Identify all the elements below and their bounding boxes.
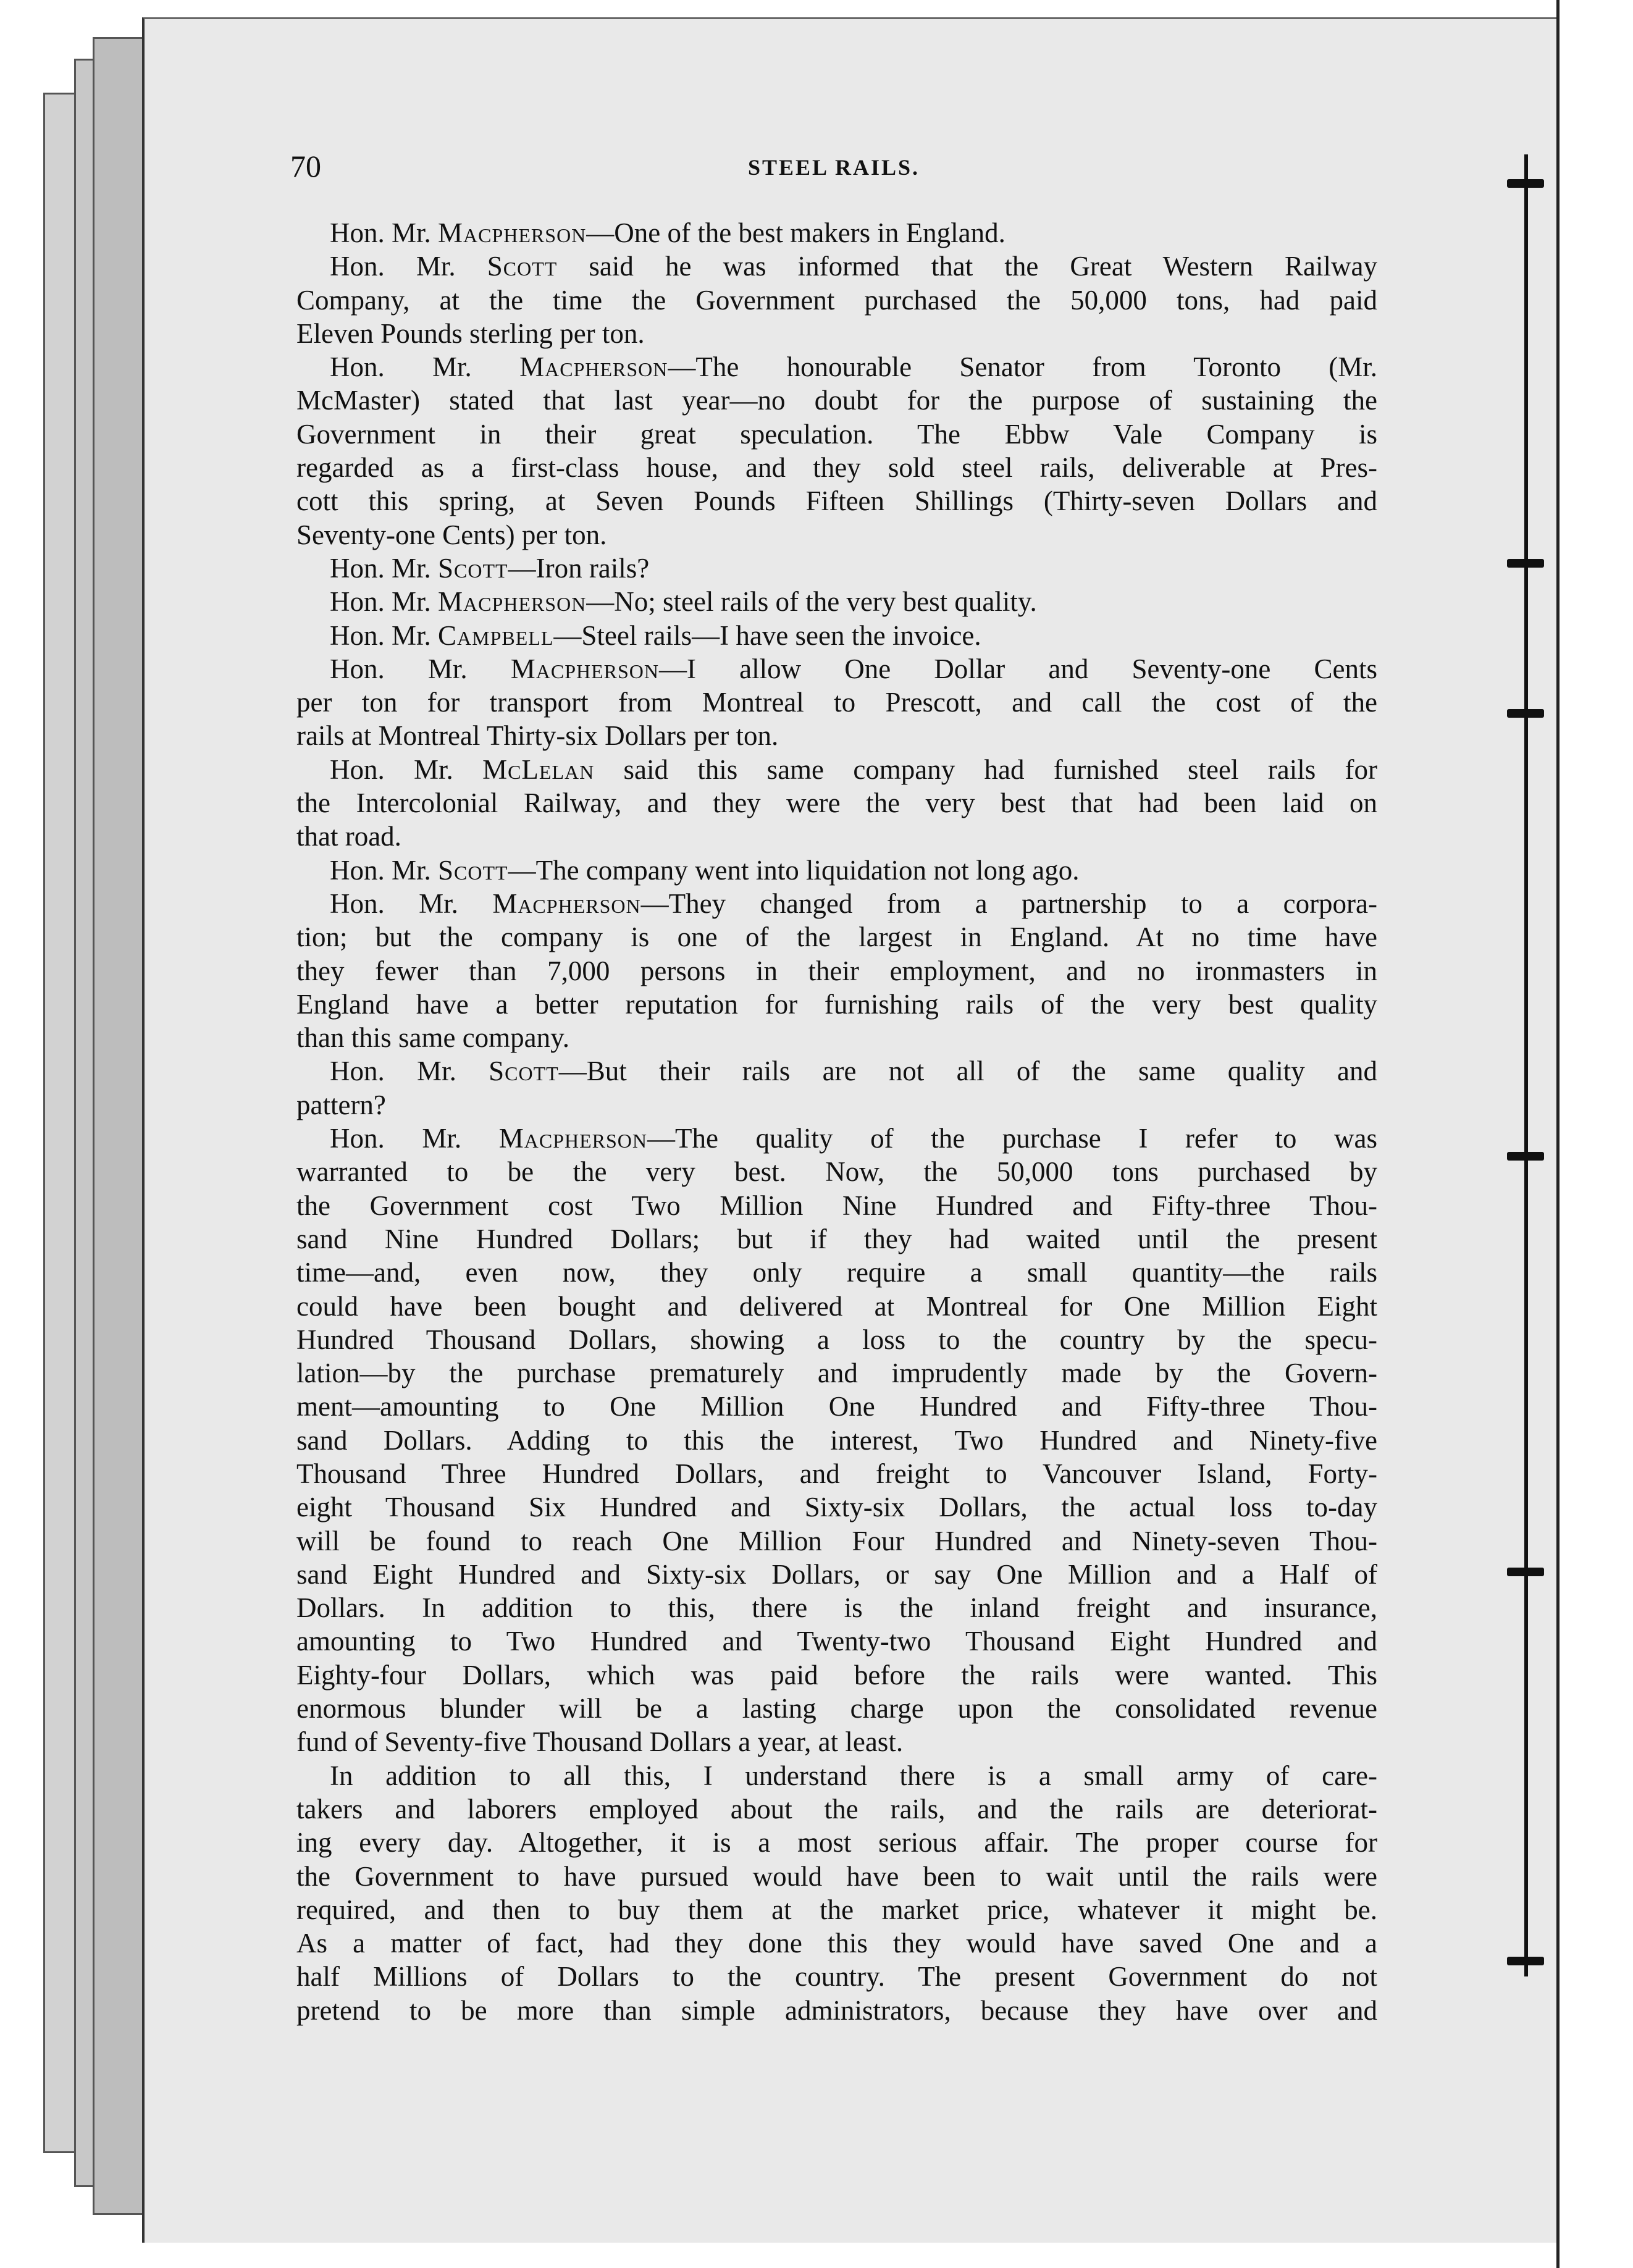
- body-text: [296, 216, 1377, 2027]
- text-line: [296, 552, 1377, 585]
- speech-text: —The honourable Senator from Toronto (Mr.: [668, 351, 1378, 383]
- page-number: 70: [290, 149, 321, 183]
- text-line: the Intercolonial Railway, and they were the very best that had been laid on: [296, 788, 1377, 819]
- text-line: Seventy-one Cents) per ton.: [296, 519, 607, 550]
- text-line: regarded as a first-class house, and they sold steel rails, deliverable at Pres-: [296, 452, 1377, 484]
- text-line: In addition to all this, I understand there is a small army of care-: [330, 1760, 1377, 1791]
- text-line: Eighty-four Dollars, which was paid before the rails were wanted. This: [296, 1659, 1377, 1690]
- page-edge-shadow: [93, 37, 146, 2215]
- binding-stitch: [1507, 709, 1544, 718]
- speaker-name: Campbell: [438, 620, 554, 651]
- speaker-name: Macpherson: [438, 586, 587, 618]
- text-line: [296, 854, 1377, 887]
- text-line: [296, 753, 1377, 786]
- text-line: half Millions of Dollars to the country. The present Government do not: [296, 1961, 1377, 1993]
- text-line: Company, at the time the Government purchased the 50,000 tons, had paid: [296, 284, 1377, 316]
- text-line: [296, 250, 1377, 283]
- text-line: [296, 216, 1377, 250]
- text-line: that road.: [296, 821, 401, 852]
- speaker-title: Hon. Mr.: [330, 888, 493, 919]
- text-line: eight Thousand Six Hundred and Sixty-six Dollars, the actual loss to-day: [296, 1492, 1377, 1523]
- text-line: required, and then to buy them at the market price, whatever it might be.: [296, 1894, 1377, 1925]
- speaker-name: Macpherson: [492, 888, 641, 919]
- speaker-name: Macpherson: [510, 653, 660, 684]
- speech-text: said he was informed that the Great Western Railway: [557, 251, 1378, 282]
- text-line: [296, 1054, 1377, 1088]
- text-line: Government in their great speculation. The Ebbw Vale Company is: [296, 418, 1377, 450]
- text-line: ment—amounting to One Million One Hundred and Fifty-three Thou-: [296, 1391, 1377, 1422]
- speaker-title: Hon. Mr.: [330, 552, 439, 584]
- speech-text: —One of the best makers in England.: [586, 217, 1005, 248]
- text-line: Dollars. In addition to this, there is the inland freight and insurance,: [296, 1592, 1377, 1624]
- speaker-title: Hon. Mr.: [330, 620, 439, 651]
- text-line: ing every day. Altogether, it is a most serious affair. The proper course for: [296, 1827, 1377, 1858]
- speaker-name: Scott: [489, 1056, 559, 1087]
- text-line: [296, 1122, 1377, 1155]
- text-line: could have been bought and delivered at Montreal for One Million Eight: [296, 1290, 1377, 1322]
- speech-text: —The quality of the purchase I refer to was: [647, 1123, 1377, 1154]
- text-line: than this same company.: [296, 1022, 569, 1054]
- binding-gutter: [1556, 0, 1633, 2268]
- text-line: takers and laborers employed about the rails, and the rails are deteriorat-: [296, 1793, 1377, 1825]
- speech-text: said this same company had furnished steel rails for: [594, 754, 1377, 785]
- text-line: Eleven Pounds sterling per ton.: [296, 317, 645, 349]
- speaker-name: Scott: [487, 251, 558, 282]
- speaker-title: Hon. Mr.: [330, 1123, 499, 1154]
- text-line: enormous blunder will be a lasting charge upon the consolidated revenue: [296, 1693, 1377, 1724]
- text-line: As a matter of fact, had they done this they would have saved One and a: [296, 1928, 1377, 1959]
- text-line: amounting to Two Hundred and Twenty-two Thousand Eight Hundred and: [296, 1626, 1377, 1657]
- speaker-name: McLelan: [482, 754, 595, 785]
- text-line: lation—by the purchase prematurely and imprudently made by the Govern-: [296, 1358, 1377, 1389]
- speech-text: —I allow One Dollar and Seventy-one Cents: [659, 653, 1378, 684]
- text-line: sand Dollars. Adding to this the interest, Two Hundred and Ninety-five: [296, 1424, 1377, 1456]
- speech-text: —Iron rails?: [508, 552, 650, 584]
- text-line: will be found to reach One Million Four Hundred and Ninety-seven Thou-: [296, 1525, 1377, 1556]
- text-line: pretend to be more than simple administrators, because they have over and: [296, 1994, 1377, 2026]
- speaker-title: Hon. Mr.: [330, 351, 520, 383]
- speech-text: —They changed from a partnership to a corpora-: [640, 888, 1378, 919]
- text-line: sand Eight Hundred and Sixty-six Dollars, or say One Million and a Half of: [296, 1558, 1377, 1590]
- speaker-name: Macpherson: [498, 1123, 647, 1154]
- speech-text: —The company went into liquidation not long ago.: [508, 854, 1080, 886]
- speaker-title: Hon. Mr.: [330, 251, 487, 282]
- speech-text: —But their rails are not all of the same quality and: [558, 1056, 1377, 1087]
- text-line: per ton for transport from Montreal to Prescott, and call the cost of the: [296, 687, 1377, 718]
- binding-stitch: [1507, 1957, 1544, 1965]
- text-line: Hundred Thousand Dollars, showing a loss to the country by the specu-: [296, 1324, 1377, 1355]
- text-line: England have a better reputation for furnishing rails of the very best quality: [296, 988, 1377, 1020]
- text-line: [296, 350, 1377, 384]
- speaker-title: Hon. Mr.: [330, 754, 483, 785]
- text-line: rails at Montreal Thirty-six Dollars per ton.: [296, 720, 779, 752]
- binding-thread: [1524, 154, 1528, 1976]
- speech-text: —No; steel rails of the very best quality.: [586, 586, 1037, 618]
- speaker-title: Hon. Mr.: [330, 217, 439, 248]
- text-line: cott this spring, at Seven Pounds Fifteen Shillings (Thirty-seven Dollars and: [296, 485, 1377, 517]
- speaker-name: Macpherson: [438, 217, 587, 248]
- speaker-title: Hon. Mr.: [330, 854, 439, 886]
- speaker-title: Hon. Mr.: [330, 1056, 489, 1087]
- text-line: [296, 585, 1377, 618]
- page-header: [290, 148, 1377, 191]
- binding-stitch: [1507, 1568, 1544, 1576]
- speaker-title: Hon. Mr.: [330, 586, 439, 618]
- binding-stitch: [1507, 559, 1544, 568]
- text-line: the Government to have pursued would have been to wait until the rails were: [296, 1860, 1377, 1892]
- text-line: Thousand Three Hundred Dollars, and freight to Vancouver Island, Forty-: [296, 1458, 1377, 1489]
- running-title: STEEL RAILS.: [747, 155, 920, 180]
- speech-text: —Steel rails—I have seen the invoice.: [553, 620, 981, 651]
- text-line: [296, 887, 1377, 920]
- binding-stitch: [1507, 1152, 1544, 1161]
- binding-stitch: [1507, 179, 1544, 188]
- speaker-title: Hon. Mr.: [330, 653, 511, 684]
- text-line: the Government cost Two Million Nine Hundred and Fifty-three Thou-: [296, 1190, 1377, 1221]
- speaker-name: Scott: [438, 854, 508, 886]
- speaker-name: Macpherson: [519, 351, 668, 383]
- text-line: tion; but the company is one of the largest in England. At no time have: [296, 922, 1377, 953]
- text-line: warranted to be the very best. Now, the 50,000 tons purchased by: [296, 1156, 1377, 1188]
- text-line: sand Nine Hundred Dollars; but if they had waited until the present: [296, 1223, 1377, 1254]
- text-line: [296, 619, 1377, 652]
- text-line: McMaster) stated that last year—no doubt for the purpose of sustaining the: [296, 385, 1377, 416]
- text-line: [296, 652, 1377, 686]
- text-line: pattern?: [296, 1089, 386, 1120]
- text-line: time—and, even now, they only require a small quantity—the rails: [296, 1257, 1377, 1288]
- text-line: they fewer than 7,000 persons in their employment, and no ironmasters in: [296, 955, 1377, 986]
- text-line: fund of Seventy-five Thousand Dollars a year, at least.: [296, 1726, 904, 1758]
- speaker-name: Scott: [438, 552, 508, 584]
